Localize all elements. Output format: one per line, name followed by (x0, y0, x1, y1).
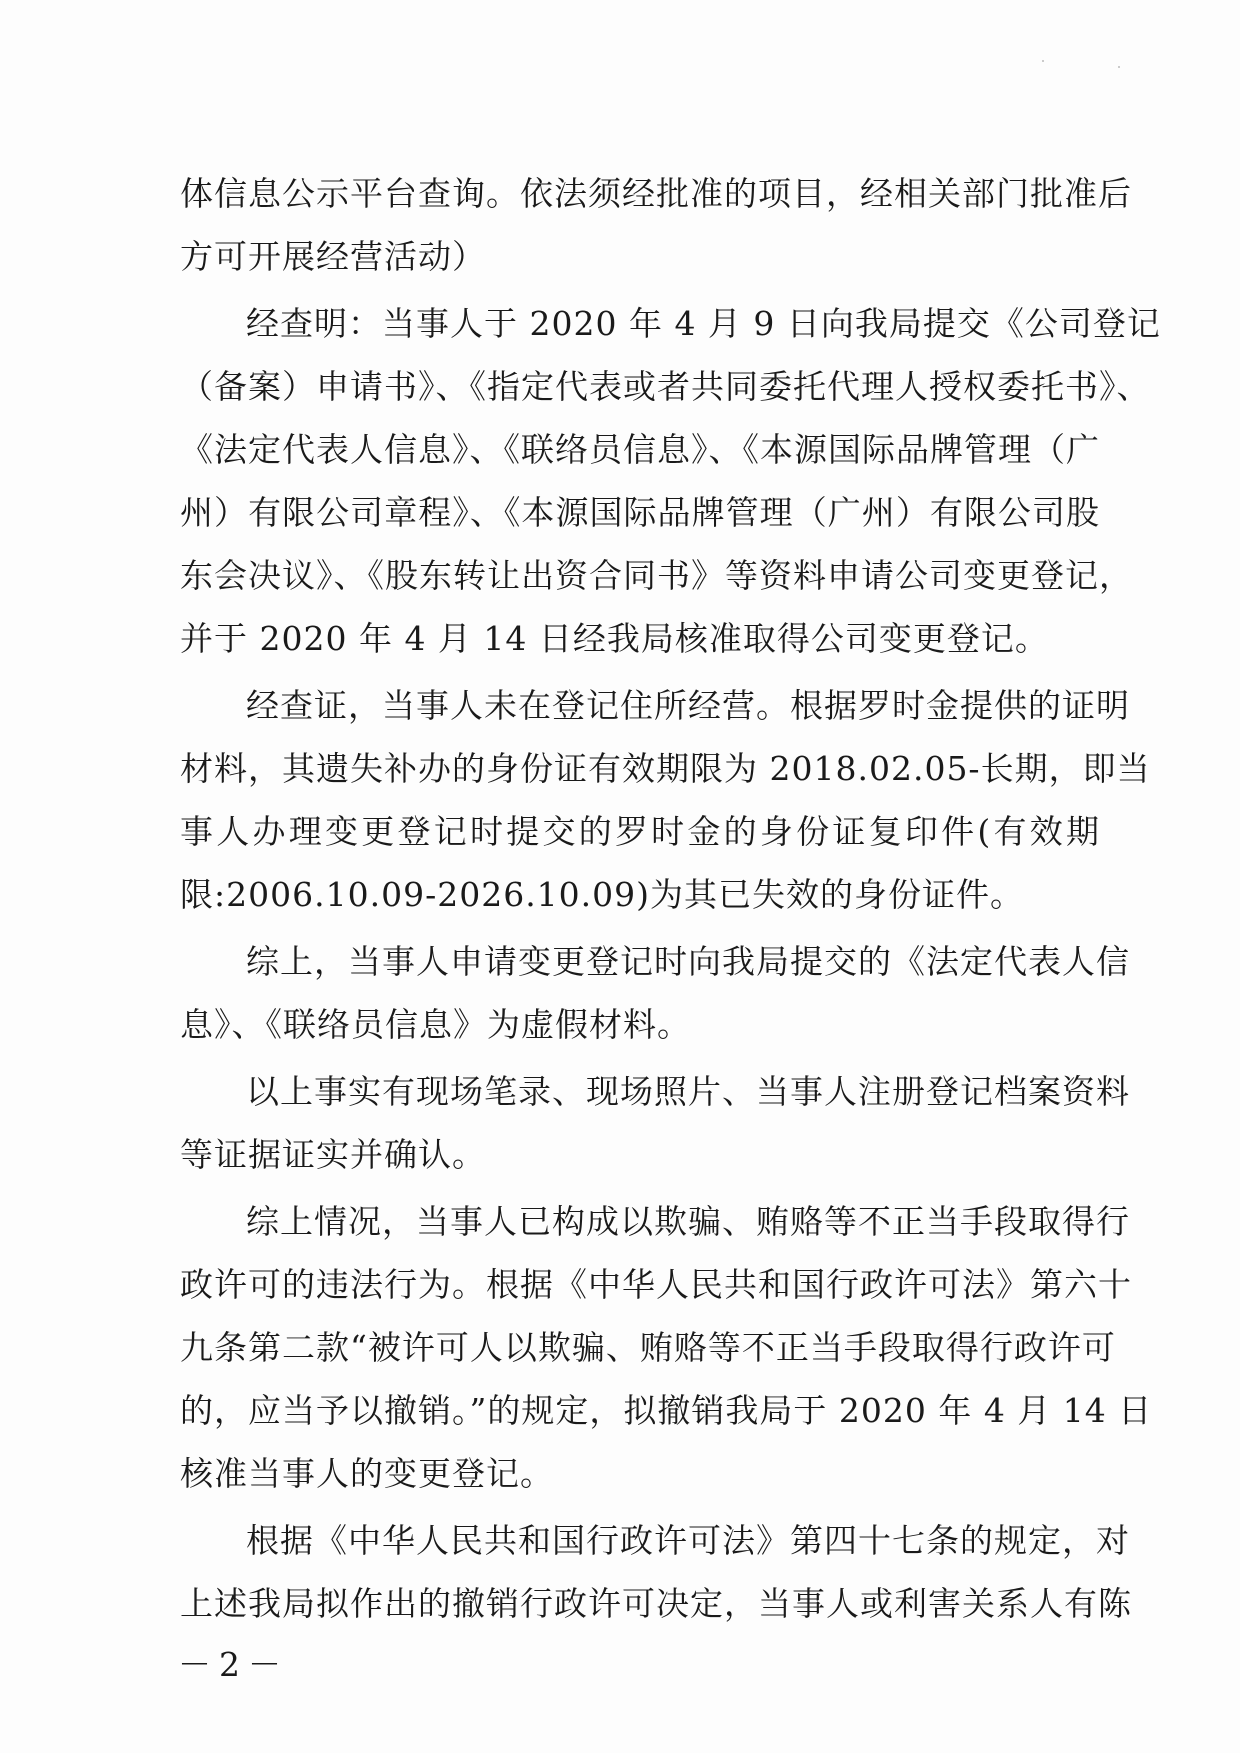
text-line: 上述我局拟作出的撤销行政许可决定，当事人或利害关系人有陈 (180, 1584, 1132, 1623)
paragraph (180, 1190, 1153, 1505)
text-line: 政许可的违法行为。根据《中华人民共和国行政许可法》第六十 (180, 1265, 1132, 1304)
scan-speck (1118, 66, 1120, 68)
text-line: 经查明：当事人于 2020 年 4 月 9 日向我局提交《公司登记 (246, 304, 1161, 343)
scan-speck (1042, 60, 1044, 62)
text-line: 的，应当予以撤销。”的规定，拟撤销我局于 2020 年 4 月 14 日 (180, 1391, 1153, 1430)
text-line: 九条第二款“被许可人以欺骗、贿赂等不正当手段取得行政许可 (180, 1328, 1116, 1367)
text-line: 州）有限公司章程》、《本源国际品牌管理（广州）有限公司股 (180, 493, 1100, 532)
paragraph (180, 292, 1161, 670)
text-line: 综上情况，当事人已构成以欺骗、贿赂等不正当手段取得行 (246, 1202, 1130, 1241)
text-line: （备案）申请书》、《指定代表或者共同委托代理人授权委托书》、 (180, 367, 1151, 406)
text-line: 经查证，当事人未在登记住所经营。根据罗时金提供的证明 (246, 686, 1130, 725)
text-line: 等证据证实并确认。 (180, 1135, 486, 1174)
text-line: 事人办理变更登记时提交的罗时金的身份证复印件(有效期 (180, 812, 1100, 851)
text-line: 《法定代表人信息》、《联络员信息》、《本源国际品牌管理（广 (180, 430, 1100, 469)
text-line: 综上，当事人申请变更登记时向我局提交的《法定代表人信 (246, 942, 1130, 981)
paragraph (180, 930, 1130, 1056)
text-line: 息》、《联络员信息》为虚假材料。 (180, 1005, 691, 1044)
text-line: 并于 2020 年 4 月 14 日经我局核准取得公司变更登记。 (180, 619, 1049, 658)
text-line: 根据《中华人民共和国行政许可法》第四十七条的规定，对 (246, 1521, 1130, 1560)
paragraph (180, 162, 1132, 288)
paragraph (180, 1509, 1132, 1635)
text-line: 东会决议》、《股东转让出资合同书》等资料申请公司变更登记， (180, 556, 1133, 595)
document-body (180, 162, 1161, 1635)
text-line: 体信息公示平台查询。依法须经批准的项目，经相关部门批准后 (180, 174, 1132, 213)
text-line: 限:2006.10.09-2026.10.09)为其已失效的身份证件。 (180, 875, 1025, 914)
text-line: 材料，其遗失补办的身份证有效期限为 2018.02.05-长期，即当 (180, 749, 1151, 788)
text-line: 方可开展经营活动） (180, 237, 486, 276)
text-line: 以上事实有现场笔录、现场照片、当事人注册登记档案资料 (246, 1072, 1130, 1111)
paragraph (180, 1060, 1130, 1186)
page-number: －2－ (178, 1645, 289, 1684)
text-line: 核准当事人的变更登记。 (180, 1454, 554, 1493)
paragraph (180, 674, 1151, 926)
